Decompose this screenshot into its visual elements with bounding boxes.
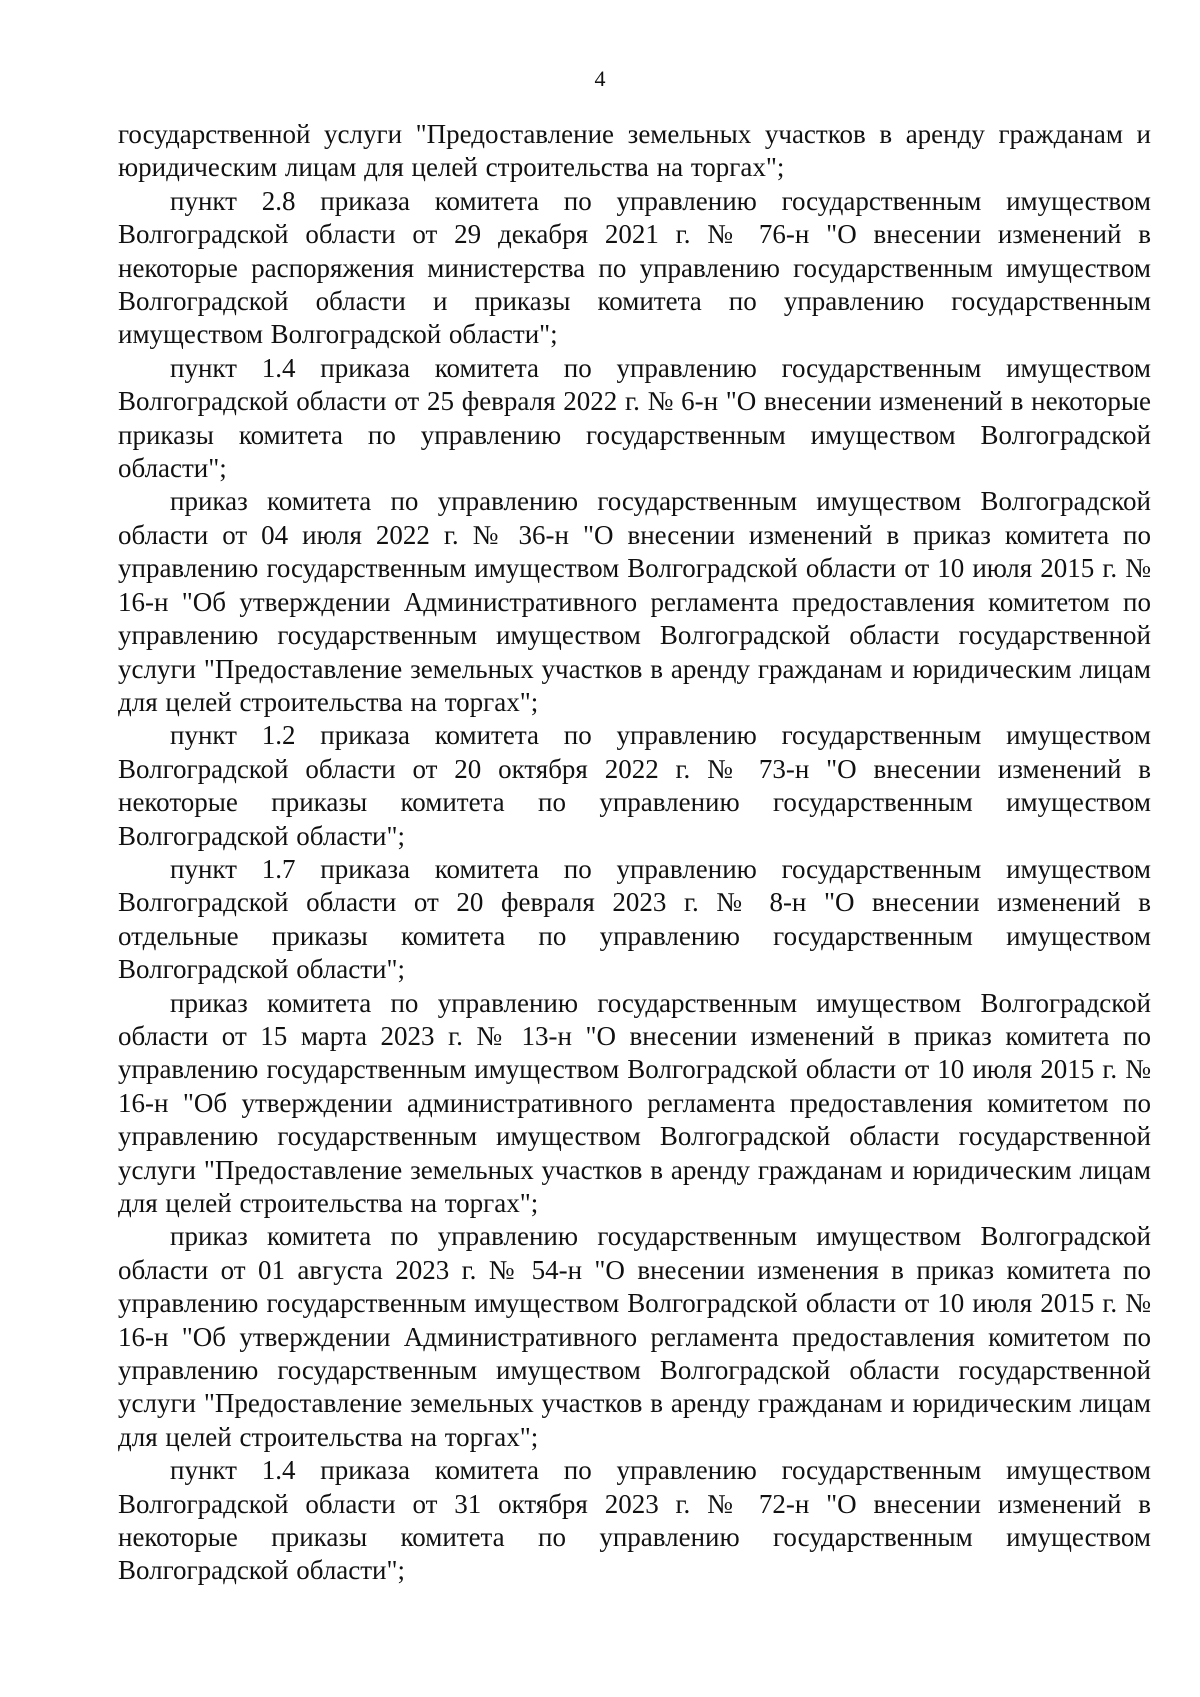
paragraph: пункт 2.8 приказа комитета по управлению государственным имуществом Волгоградской области от 29 декабря 2021 г. № 76-н "О внесении изменений в некоторые распоряжения министерства по управлению государственным имуществом Волгоградской области и приказы комитета по управлению государственным имуществом Волгоградской области"; — [118, 185, 1151, 350]
paragraph: государственной услуги "Предоставление земельных участков в аренду гражданам и юридическим лицам для целей строительства на торгах"; — [118, 119, 1151, 183]
paragraph: приказ комитета по управлению государственным имуществом Волгоградской области от 04 июля 2022 г. № 36-н "О внесении изменений в приказ комитета по управлению государственным имуществом Волгоградской области от 10 июля 2015 г. № 16-н "Об утверждении Административного регламента предоставления комитетом по управлению государственным имуществом Волгоградской области государственной услуги "Предоставление земельных участков в аренду гражданам и юридическим лицам для целей строительства на торгах"; — [118, 486, 1151, 717]
paragraph: пункт 1.4 приказа комитета по управлению государственным имуществом Волгоградской области от 25 февраля 2022 г. № 6-н "О внесении изменений в некоторые приказы комитета по управлению государственным имуществом Волгоградской области"; — [118, 352, 1152, 484]
paragraph: приказ комитета по управлению государственным имуществом Волгоградской области от 15 марта 2023 г. № 13-н "О внесении изменений в приказ комитета по управлению государственным имуществом Волгоградской области от 10 июля 2015 г. № 16-н "Об утверждении административного регламента предоставления комитетом по управлению государственным имуществом Волгоградской области государственной услуги "Предоставление земельных участков в аренду гражданам и юридическим лицам для целей строительства на торгах"; — [118, 987, 1151, 1218]
paragraph: пункт 1.7 приказа комитета по управлению государственным имуществом Волгоградской области от 20 февраля 2023 г. № 8-н "О внесении изменений в отдельные приказы комитета по управлению государственным имуществом Волгоградской области"; — [118, 853, 1151, 985]
paragraph: приказ комитета по управлению государственным имуществом Волгоградской области от 01 августа 2023 г. № 54-н "О внесении изменения в приказ комитета по управлению государственным имуществом Волгоградской области от 10 июля 2015 г. № 16-н "Об утверждении Административного регламента предоставления комитетом по управлению государственным имуществом Волгоградской области государственной услуги "Предоставление земельных участков в аренду гражданам и юридическим лицам для целей строительства на торгах"; — [118, 1221, 1151, 1452]
page-number: 4 — [594, 66, 606, 91]
paragraph: пункт 1.2 приказа комитета по управлению государственным имуществом Волгоградской области от 20 октября 2022 г. № 73-н "О внесении изменений в некоторые приказы комитета по управлению государственным имуществом Волгоградской области"; — [118, 720, 1151, 851]
paragraph: пункт 1.4 приказа комитета по управлению государственным имуществом Волгоградской области от 31 октября 2023 г. № 72-н "О внесении изменений в некоторые приказы комитета по управлению государственным имуществом Волгоградской области"; — [118, 1455, 1151, 1586]
document-body — [118, 118, 1151, 1588]
